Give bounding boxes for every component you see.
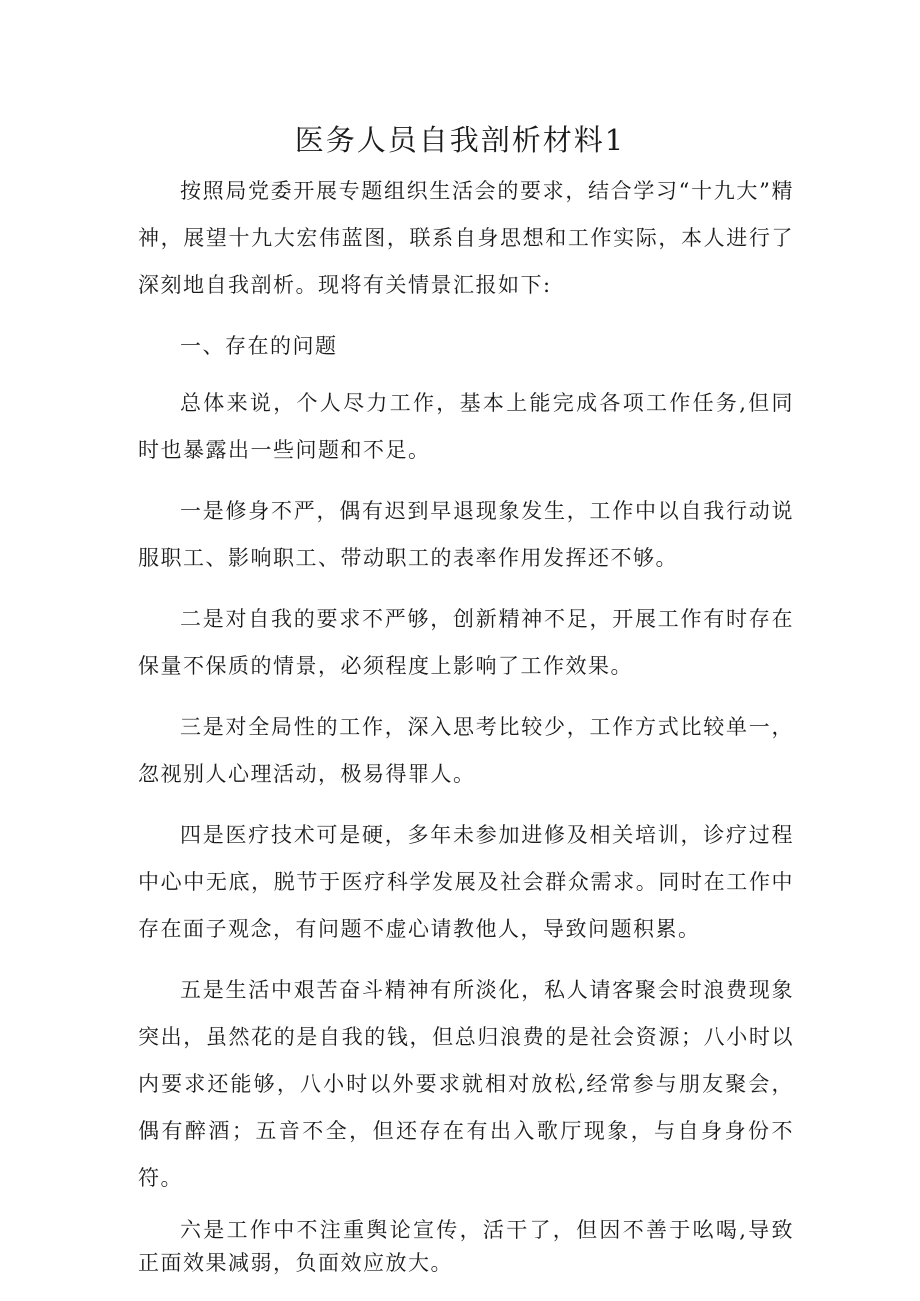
section-heading-problems: 一、存在的问题 [180, 334, 338, 358]
paragraph-intro: 按照局党委开展专题组织生活会的要求，结合学习“十九大”精神，展望十九大宏伟蓝图，联系自身思想和工作实际，本人进行了深刻地自我剖析。现将有关情景汇报如下: [138, 179, 794, 297]
document-body [138, 168, 794, 1280]
paragraph-issue-5: 五是生活中艰苦奋斗精神有所淡化，私人请客聚会时浪费现象突出，虽然花的是自我的钱，但总归浪费的是社会资源；八小时以内要求还能够，八小时以外要求就相对放松,经常参与朋友聚会，偶有醉酒；五音不全，但还存在有出入歌厅现象，与自身身份不符。 [138, 978, 794, 1190]
paragraph-issue-3: 三是对全局性的工作，深入思考比较少，工作方式比较单一，忽视别人心理活动，极易得罪人。 [138, 715, 794, 786]
paragraph-issue-2: 二是对自我的要求不严够，创新精神不足，开展工作有时存在保量不保质的情景，必须程度上影响了工作效果。 [138, 607, 794, 678]
paragraph-issue-6: 六是工作中不注重舆论宣传，活干了，但因不善于吆喝,导致正面效果减弱，负面效应放大。 [138, 1218, 794, 1275]
paragraph-overview: 总体来说，个人尽力工作，基本上能完成各项工作任务,但同时也暴露出一些问题和不足。 [138, 391, 794, 462]
document-title: 医务人员自我剖析材料1 [294, 123, 626, 157]
paragraph-issue-1: 一是修身不严，偶有迟到早退现象发生，工作中以自我行动说服职工、影响职工、带动职工的表率作用发挥还不够。 [138, 499, 794, 570]
paragraph-issue-4: 四是医疗技术可是硬，多年未参加进修及相关培训，诊疗过程中心中无底，脱节于医疗科学发展及社会群众需求。同时在工作中存在面子观念，有问题不虚心请教他人，导致问题积累。 [138, 823, 794, 941]
